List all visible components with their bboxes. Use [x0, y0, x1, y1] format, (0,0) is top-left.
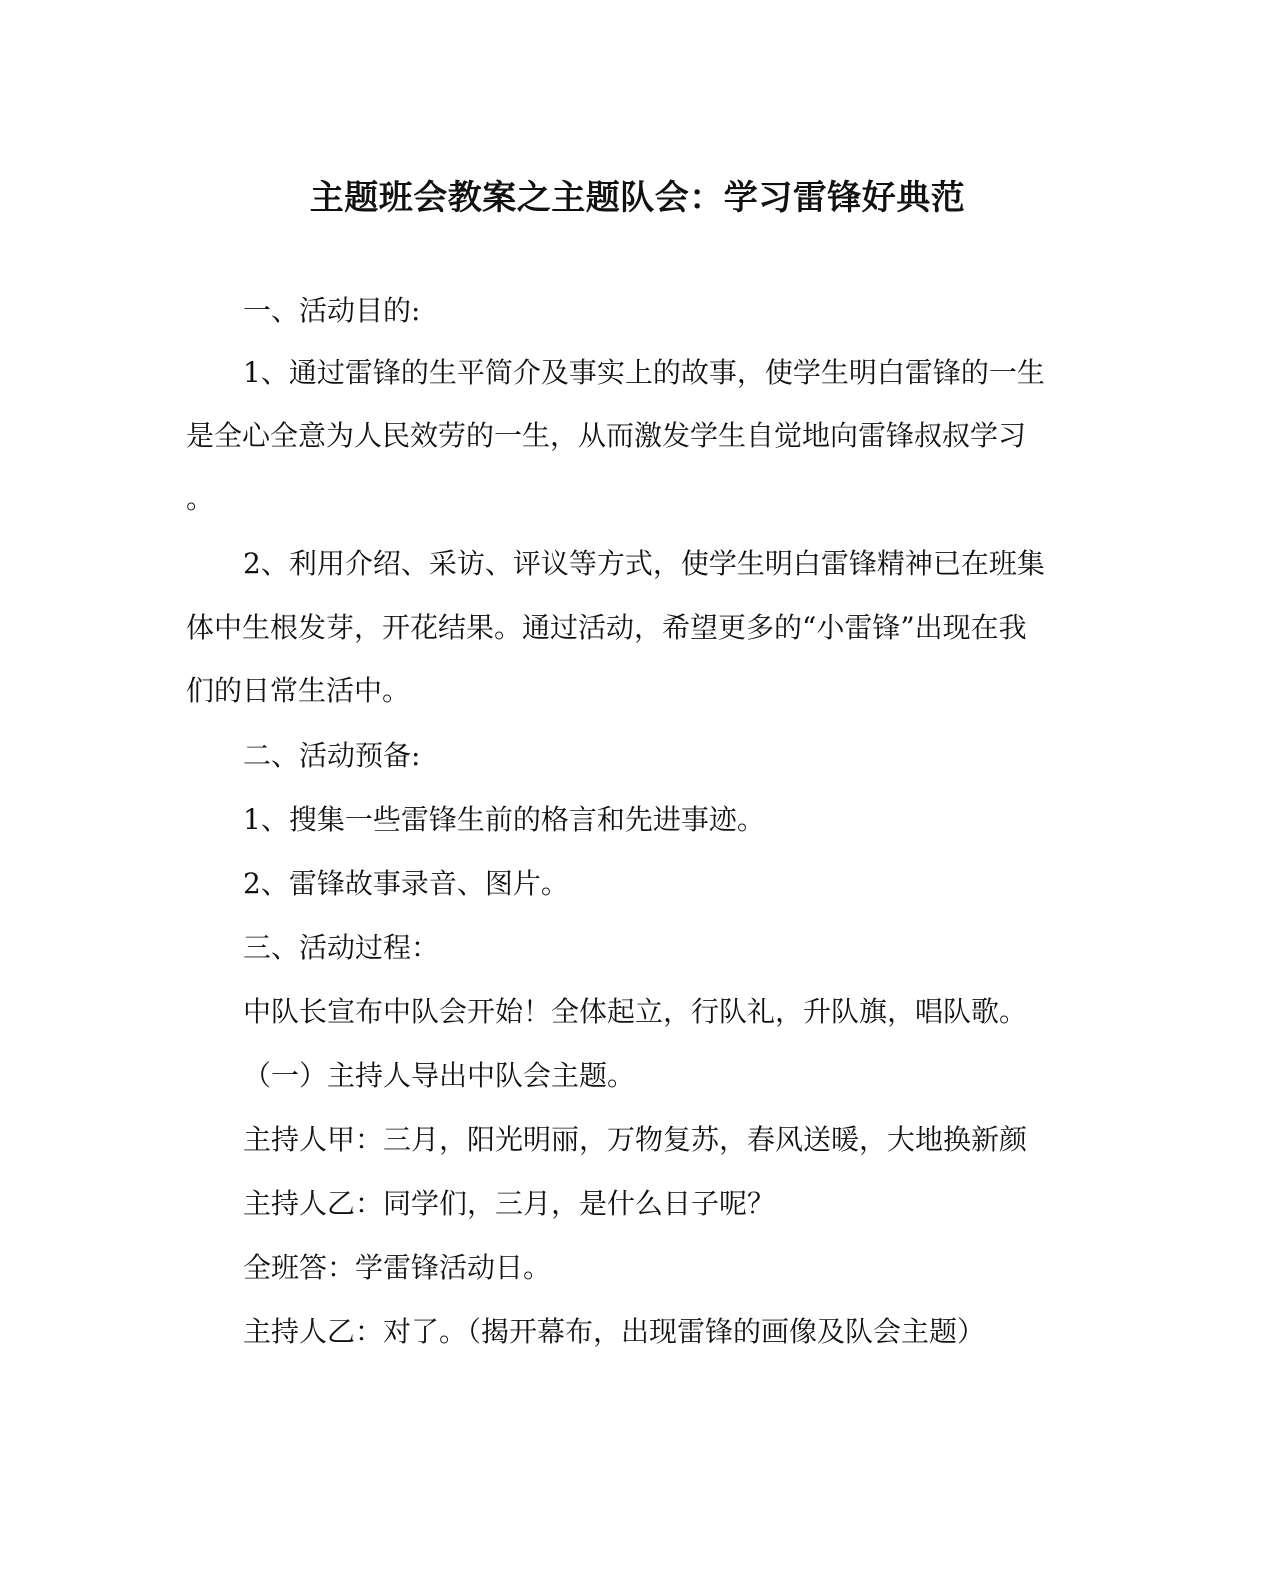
section-heading-purpose: 一、活动目的:	[243, 294, 421, 327]
paragraph-line: 2、利用介绍、采访、评议等方式，使学生明白雷锋精神已在班集	[243, 547, 1045, 580]
paragraph-line: 1、通过雷锋的生平简介及事实上的故事，使学生明白雷锋的一生	[243, 356, 1045, 389]
section-heading-preparation: 二、活动预备:	[243, 739, 421, 772]
paragraph-line: 2、雷锋故事录音、图片。	[243, 867, 569, 900]
dialogue-line: 主持人乙：对了。（揭开幕布，出现雷锋的画像及队会主题）	[243, 1315, 986, 1348]
dialogue-line: 全班答：学雷锋活动日。	[243, 1251, 552, 1284]
dialogue-line: 主持人甲：三月，阳光明丽，万物复苏，春风送暖，大地换新颜	[243, 1123, 1028, 1156]
paragraph-line: 是全心全意为人民效劳的一生，从而激发学生自觉地向雷锋叔叔学习	[186, 419, 1027, 452]
section-heading-process: 三、活动过程：	[243, 931, 440, 964]
paragraph-line: 体中生根发芽，开花结果。通过活动，希望更多的“小雷锋”出现在我	[186, 611, 1027, 644]
document-title: 主题班会教案之主题队会：学习雷锋好典范	[309, 178, 966, 218]
paragraph-line: 1、搜集一些雷锋生前的格言和先进事迹。	[243, 803, 765, 836]
dialogue-line: 主持人乙：同学们，三月，是什么日子呢？	[243, 1187, 776, 1220]
subsection-heading: （一）主持人导出中队会主题。	[243, 1059, 636, 1092]
paragraph-line: 中队长宣布中队会开始！全体起立，行队礼，升队旗，唱队歌。	[243, 995, 1028, 1028]
paragraph-line: 们的日常生活中。	[186, 674, 411, 707]
paragraph-line: 。	[186, 482, 215, 515]
